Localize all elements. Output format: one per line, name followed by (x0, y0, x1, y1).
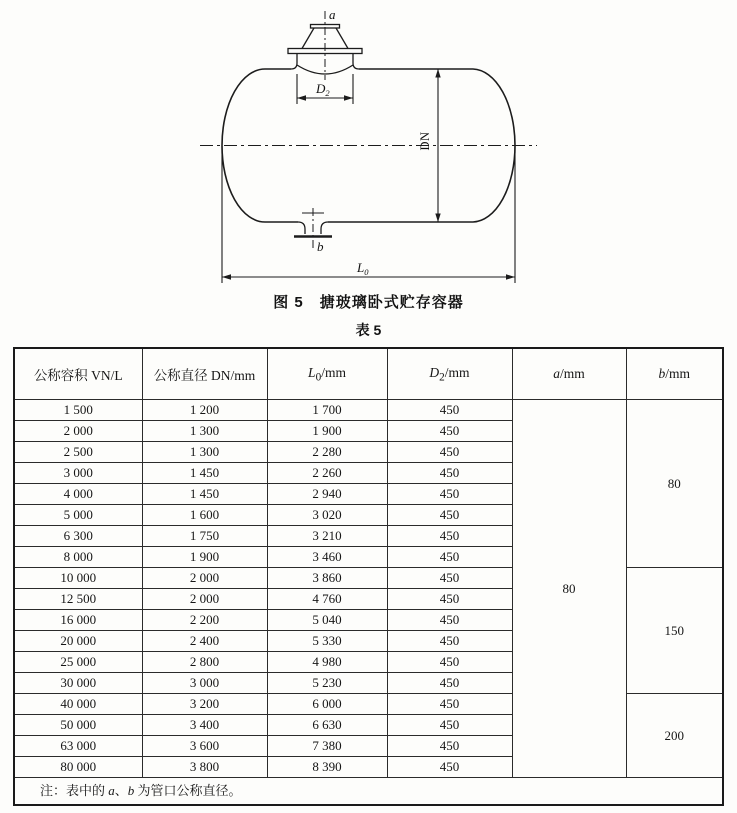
cell-r8-c1: 2 000 (142, 568, 267, 589)
cell-r5-c3: 450 (387, 505, 512, 526)
cell-r10-c3: 450 (387, 610, 512, 631)
cell-r16-c2: 7 380 (267, 736, 387, 757)
l0-label: $L_0$ (357, 260, 369, 277)
cell-r9-c2: 4 760 (267, 589, 387, 610)
col-header-2: $L_0/mm$ (267, 348, 387, 400)
cell-r16-c0: 63 000 (14, 736, 142, 757)
cell-r9-c0: 12 500 (14, 589, 142, 610)
cell-r17-c0: 80 000 (14, 757, 142, 778)
cell-r13-c3: 450 (387, 673, 512, 694)
l0-arrow-right (506, 274, 515, 279)
cell-r9-c1: 2 000 (142, 589, 267, 610)
cell-r1-c0: 2 000 (14, 421, 142, 442)
l0-arrow-left (222, 274, 231, 279)
header-row (14, 348, 723, 400)
cell-r2-c1: 1 300 (142, 442, 267, 463)
cell-r1-c2: 1 900 (267, 421, 387, 442)
manhole-neck-left (291, 54, 297, 70)
spec-table-body (14, 400, 723, 806)
a-merged-cell: 80 (512, 400, 626, 778)
dn-arrow-top (435, 69, 440, 78)
cell-r0-c3: 450 (387, 400, 512, 421)
cell-r8-c2: 3 860 (267, 568, 387, 589)
cell-r11-c2: 5 330 (267, 631, 387, 652)
spec-table-head (14, 348, 723, 400)
d2-arrow-left (297, 95, 306, 100)
cell-r11-c1: 2 400 (142, 631, 267, 652)
cell-r2-c2: 2 280 (267, 442, 387, 463)
cell-r14-c0: 40 000 (14, 694, 142, 715)
cell-r4-c3: 450 (387, 484, 512, 505)
cell-r8-c3: 450 (387, 568, 512, 589)
col-header-4: a/mm (512, 348, 626, 400)
col-header-5: b/mm (626, 348, 723, 400)
cell-r12-c2: 4 980 (267, 652, 387, 673)
cell-r3-c2: 2 260 (267, 463, 387, 484)
cell-r17-c3: 450 (387, 757, 512, 778)
cell-r6-c2: 3 210 (267, 526, 387, 547)
vessel-diagram (0, 0, 737, 292)
cell-r15-c3: 450 (387, 715, 512, 736)
table-row-0 (14, 400, 723, 421)
nozzle-a-label: a (329, 7, 336, 22)
d2-label: $D_2$ (316, 81, 330, 98)
cell-r3-c1: 1 450 (142, 463, 267, 484)
col-header-0: 公称容积 VN/L (14, 348, 142, 400)
cell-r14-c2: 6 000 (267, 694, 387, 715)
cell-r16-c3: 450 (387, 736, 512, 757)
cell-r5-c1: 1 600 (142, 505, 267, 526)
cell-r5-c2: 3 020 (267, 505, 387, 526)
cell-r0-c0: 1 500 (14, 400, 142, 421)
cell-r1-c1: 1 300 (142, 421, 267, 442)
cell-r13-c1: 3 000 (142, 673, 267, 694)
cell-r1-c3: 450 (387, 421, 512, 442)
table-note: 注：表中的 a、b 为管口公称直径。 (14, 778, 723, 806)
cell-r16-c1: 3 600 (142, 736, 267, 757)
cell-r10-c2: 5 040 (267, 610, 387, 631)
nozzle-b-label: b (317, 239, 324, 254)
cell-r11-c3: 450 (387, 631, 512, 652)
cell-r12-c3: 450 (387, 652, 512, 673)
cell-r8-c0: 10 000 (14, 568, 142, 589)
cell-r7-c0: 8 000 (14, 547, 142, 568)
cell-r4-c1: 1 450 (142, 484, 267, 505)
d2-arrow-right (344, 95, 353, 100)
cell-r3-c0: 3 000 (14, 463, 142, 484)
cell-r4-c2: 2 940 (267, 484, 387, 505)
manhole-cone-right (336, 28, 348, 49)
cell-r12-c0: 25 000 (14, 652, 142, 673)
cell-r3-c3: 450 (387, 463, 512, 484)
cell-r5-c0: 5 000 (14, 505, 142, 526)
cell-r10-c0: 16 000 (14, 610, 142, 631)
cell-r15-c1: 3 400 (142, 715, 267, 736)
note-row (14, 778, 723, 806)
cell-r13-c0: 30 000 (14, 673, 142, 694)
cell-r14-c1: 3 200 (142, 694, 267, 715)
b-merged-cell: 200 (626, 694, 723, 778)
cell-r2-c3: 450 (387, 442, 512, 463)
manhole-neck-right (353, 54, 359, 70)
cell-r6-c1: 1 750 (142, 526, 267, 547)
bottom-nozzle-left (298, 222, 305, 234)
cell-r0-c2: 1 700 (267, 400, 387, 421)
cell-r10-c1: 2 200 (142, 610, 267, 631)
cell-r9-c3: 450 (387, 589, 512, 610)
dn-arrow-bottom (435, 214, 440, 223)
figure-caption: 图 5 搪玻璃卧式贮存容器 (273, 294, 464, 311)
bottom-nozzle-right (321, 222, 328, 234)
cell-r7-c1: 1 900 (142, 547, 267, 568)
cell-r13-c2: 5 230 (267, 673, 387, 694)
cell-r7-c3: 450 (387, 547, 512, 568)
manhole-cone-left (302, 28, 314, 49)
cell-r17-c2: 8 390 (267, 757, 387, 778)
cell-r11-c0: 20 000 (14, 631, 142, 652)
cell-r14-c3: 450 (387, 694, 512, 715)
table-caption: 表 5 (355, 322, 382, 338)
cell-r4-c0: 4 000 (14, 484, 142, 505)
cell-r7-c2: 3 460 (267, 547, 387, 568)
cell-r2-c0: 2 500 (14, 442, 142, 463)
spec-table (13, 347, 724, 806)
col-header-1: 公称直径 DN/mm (142, 348, 267, 400)
cell-r0-c1: 1 200 (142, 400, 267, 421)
dn-label: DN (418, 131, 432, 151)
cell-r12-c1: 2 800 (142, 652, 267, 673)
cell-r17-c1: 3 800 (142, 757, 267, 778)
b-merged-cell: 150 (626, 568, 723, 694)
cell-r6-c3: 450 (387, 526, 512, 547)
b-merged-cell: 80 (626, 400, 723, 568)
col-header-3: $D_2/mm$ (387, 348, 512, 400)
cell-r15-c2: 6 630 (267, 715, 387, 736)
cell-r6-c0: 6 300 (14, 526, 142, 547)
cell-r15-c0: 50 000 (14, 715, 142, 736)
